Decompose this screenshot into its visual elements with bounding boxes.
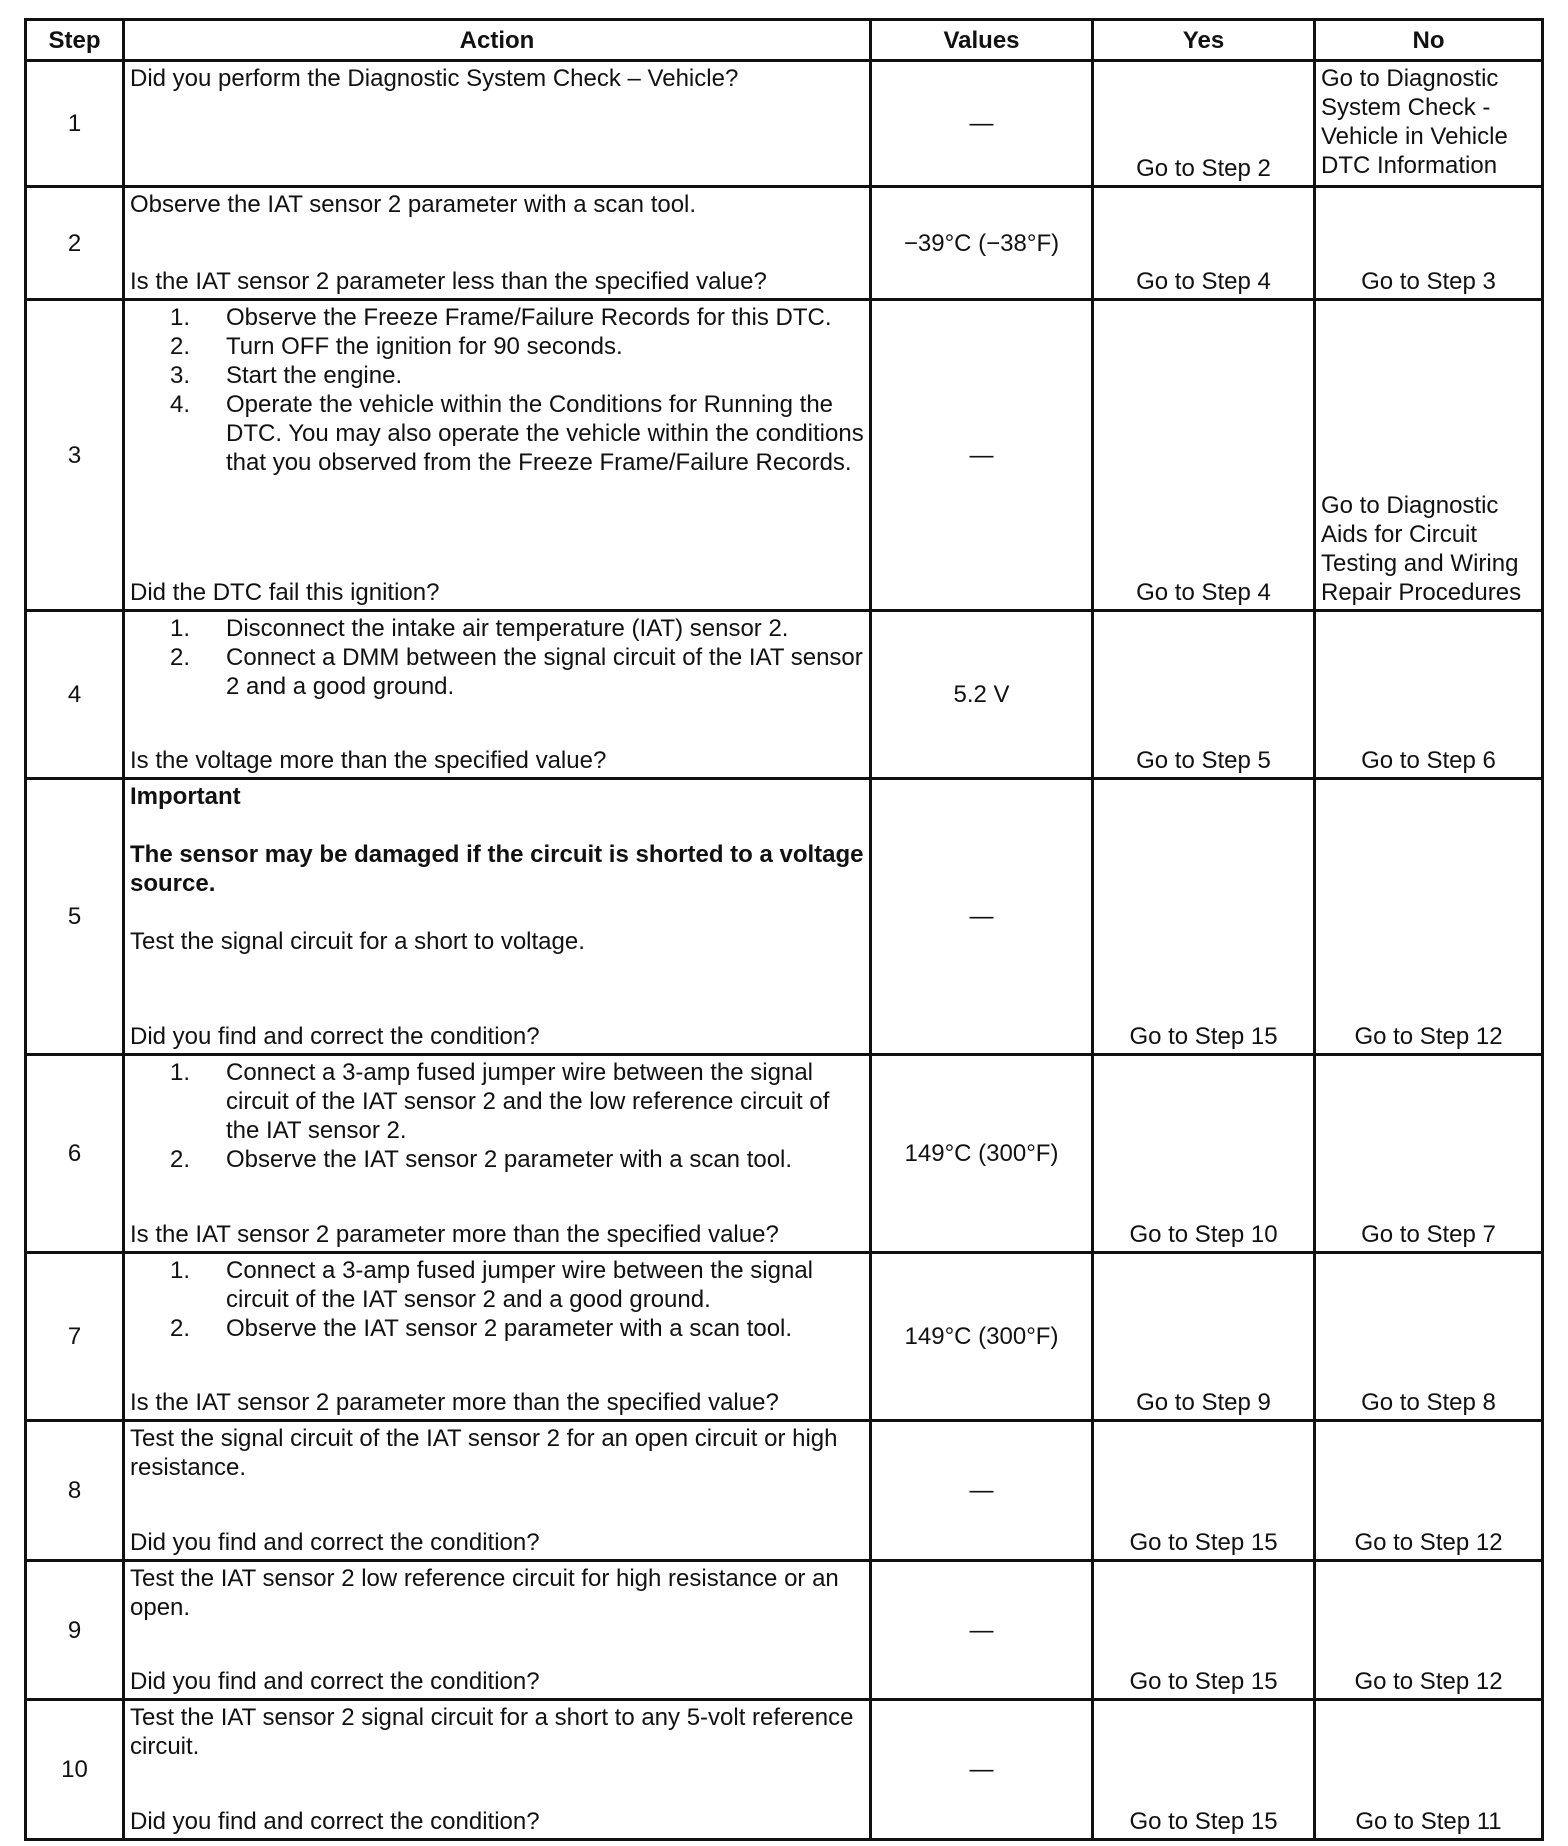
list-item: Turn OFF the ignition for 90 seconds. bbox=[226, 332, 623, 360]
action-cell bbox=[124, 187, 871, 299]
warning-text: The sensor may be damaged if the circuit is shorted to a voltage source. bbox=[130, 840, 864, 897]
yes-cell: Go to Step 9 bbox=[1093, 1252, 1315, 1421]
table-row bbox=[26, 1700, 1543, 1840]
action-text: Test the IAT sensor 2 low reference circuit for high resistance or an open. bbox=[130, 1564, 839, 1621]
list-item: Observe the IAT sensor 2 parameter with a scan tool. bbox=[226, 1314, 793, 1342]
header-no: No bbox=[1315, 20, 1543, 61]
action-cell bbox=[124, 1252, 871, 1421]
yes-cell: Go to Step 4 bbox=[1093, 299, 1315, 610]
no-cell: Go to Diagnostic System Check - Vehicle in Vehicle DTC Information bbox=[1315, 61, 1543, 187]
action-question: Did you find and correct the condition? bbox=[130, 1022, 540, 1050]
list-item: Disconnect the intake air temperature (IAT) sensor 2. bbox=[226, 615, 789, 643]
value-cell: — bbox=[871, 1700, 1093, 1840]
header-row bbox=[26, 20, 1543, 61]
action-cell bbox=[124, 1421, 871, 1561]
no-cell: Go to Diagnostic Aids for Circuit Testing and Wiring Repair Procedures bbox=[1315, 299, 1543, 610]
value-cell: — bbox=[871, 299, 1093, 610]
table-row bbox=[26, 61, 1543, 187]
action-text: Test the IAT sensor 2 signal circuit for a short to any 5-volt reference circuit. bbox=[130, 1704, 854, 1761]
value-cell: — bbox=[871, 1560, 1093, 1700]
header-values: Values bbox=[871, 20, 1093, 61]
value-cell: 149°C (300°F) bbox=[871, 1252, 1093, 1421]
yes-cell: Go to Step 10 bbox=[1093, 1054, 1315, 1252]
table-row bbox=[26, 778, 1543, 1054]
yes-cell: Go to Step 2 bbox=[1093, 61, 1315, 187]
step-number: 7 bbox=[26, 1252, 124, 1421]
list-item: Connect a 3-amp fused jumper wire between the signal circuit of the IAT sensor 2 and the low reference circuit of the IAT sensor 2. bbox=[226, 1058, 830, 1144]
no-cell: Go to Step 12 bbox=[1315, 1560, 1543, 1700]
no-cell: Go to Step 7 bbox=[1315, 1054, 1543, 1252]
header-yes: Yes bbox=[1093, 20, 1315, 61]
diagnostic-table bbox=[24, 18, 1544, 1841]
action-cell bbox=[124, 778, 871, 1054]
action-text: Did you perform the Diagnostic System Check – Vehicle? bbox=[130, 65, 739, 92]
action-question: Is the voltage more than the specified value? bbox=[130, 746, 607, 774]
header-step: Step bbox=[26, 20, 124, 61]
action-text: Test the signal circuit of the IAT sensor 2 for an open circuit or high resistance. bbox=[130, 1425, 838, 1482]
yes-cell: Go to Step 4 bbox=[1093, 187, 1315, 299]
value-cell: −39°C (−38°F) bbox=[871, 187, 1093, 299]
yes-cell: Go to Step 15 bbox=[1093, 1421, 1315, 1561]
action-question: Is the IAT sensor 2 parameter more than the specified value? bbox=[130, 1220, 779, 1248]
yes-cell: Go to Step 15 bbox=[1093, 778, 1315, 1054]
table-row bbox=[26, 1252, 1543, 1421]
yes-cell: Go to Step 15 bbox=[1093, 1560, 1315, 1700]
no-cell: Go to Step 8 bbox=[1315, 1252, 1543, 1421]
table-row bbox=[26, 187, 1543, 299]
action-cell bbox=[124, 61, 871, 187]
step-number: 10 bbox=[26, 1700, 124, 1840]
table-row bbox=[26, 1421, 1543, 1561]
action-cell bbox=[124, 299, 871, 610]
step-number: 9 bbox=[26, 1560, 124, 1700]
value-cell: — bbox=[871, 778, 1093, 1054]
action-text: Test the signal circuit for a short to voltage. bbox=[130, 927, 585, 955]
action-steps-list bbox=[130, 1256, 864, 1343]
action-cell bbox=[124, 1054, 871, 1252]
table-row bbox=[26, 611, 1543, 779]
yes-cell: Go to Step 15 bbox=[1093, 1700, 1315, 1840]
value-cell: 149°C (300°F) bbox=[871, 1054, 1093, 1252]
step-number: 6 bbox=[26, 1054, 124, 1252]
no-cell: Go to Step 3 bbox=[1315, 187, 1543, 299]
header-action: Action bbox=[124, 20, 871, 61]
value-cell: — bbox=[871, 1421, 1093, 1561]
list-item: Observe the Freeze Frame/Failure Records for this DTC. bbox=[226, 303, 832, 331]
yes-cell: Go to Step 5 bbox=[1093, 611, 1315, 779]
list-item: Start the engine. bbox=[226, 361, 403, 389]
list-item: Operate the vehicle within the Conditions for Running the DTC. You may also operate the vehicle within the conditions that you observed from the Freeze Frame/Failure Records. bbox=[226, 390, 864, 476]
table-row bbox=[26, 1054, 1543, 1252]
action-question: Did you find and correct the condition? bbox=[130, 1668, 540, 1696]
action-cell bbox=[124, 1560, 871, 1700]
value-cell: — bbox=[871, 61, 1093, 187]
no-cell: Go to Step 11 bbox=[1315, 1700, 1543, 1840]
step-number: 5 bbox=[26, 778, 124, 1054]
action-steps-list bbox=[130, 614, 864, 701]
step-number: 3 bbox=[26, 299, 124, 610]
no-cell: Go to Step 6 bbox=[1315, 611, 1543, 779]
list-item: Connect a 3-amp fused jumper wire between the signal circuit of the IAT sensor 2 and a good ground. bbox=[226, 1256, 813, 1313]
list-item: Observe the IAT sensor 2 parameter with a scan tool. bbox=[226, 1145, 793, 1173]
action-steps-list bbox=[130, 1058, 864, 1174]
action-question: Is the IAT sensor 2 parameter more than the specified value? bbox=[130, 1389, 779, 1417]
action-question: Did you find and correct the condition? bbox=[130, 1528, 540, 1556]
value-cell: 5.2 V bbox=[871, 611, 1093, 779]
step-number: 2 bbox=[26, 187, 124, 299]
no-cell: Go to Step 12 bbox=[1315, 778, 1543, 1054]
step-number: 1 bbox=[26, 61, 124, 187]
step-number: 4 bbox=[26, 611, 124, 779]
step-number: 8 bbox=[26, 1421, 124, 1561]
table-row bbox=[26, 299, 1543, 610]
list-item: Connect a DMM between the signal circuit of the IAT sensor 2 and a good ground. bbox=[226, 644, 863, 701]
action-question: Is the IAT sensor 2 parameter less than the specified value? bbox=[130, 267, 767, 295]
action-cell bbox=[124, 1700, 871, 1840]
important-label: Important bbox=[130, 782, 241, 810]
action-question: Did you find and correct the condition? bbox=[130, 1808, 540, 1835]
no-cell: Go to Step 12 bbox=[1315, 1421, 1543, 1561]
action-question: Did the DTC fail this ignition? bbox=[130, 579, 440, 607]
action-cell bbox=[124, 611, 871, 779]
action-steps-list bbox=[130, 303, 864, 477]
table-row bbox=[26, 1560, 1543, 1700]
action-text: Observe the IAT sensor 2 parameter with a scan tool. bbox=[130, 191, 697, 219]
